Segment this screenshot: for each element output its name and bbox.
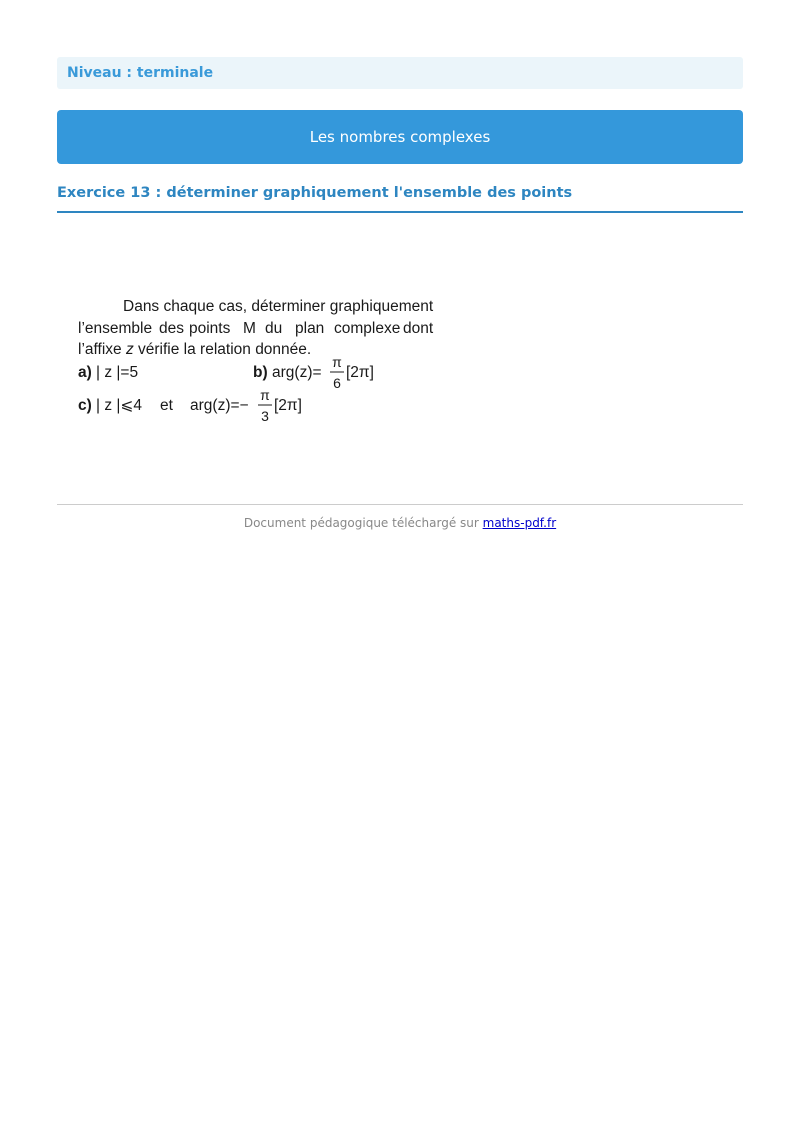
item-a-formula: | z |=5	[96, 364, 139, 381]
exercise-statement	[72, 290, 452, 430]
item-b-fraction-denominator: 6	[333, 375, 341, 391]
footer-text: Document pédagogique téléchargé sur	[243, 516, 483, 530]
exercise-statement-figure	[72, 290, 452, 430]
item-c-formula: | z |⩽4	[96, 397, 143, 414]
statement-line-2: l’ensemble des points M du plan complexe dont	[78, 320, 434, 337]
item-b-fraction-numerator: π	[332, 354, 342, 370]
footer	[57, 516, 743, 530]
item-c-modulo: [2π]	[274, 397, 302, 414]
statement-line-3: l’affixe z vérifie la relation donnée.	[78, 341, 312, 358]
item-b-label: b)	[253, 364, 268, 381]
item-c-formula-2: arg(z)=−	[190, 397, 249, 414]
item-c-fraction-numerator: π	[260, 387, 270, 403]
statement-line-1: Dans chaque cas, déterminer graphiquement	[123, 298, 434, 315]
item-b-formula: arg(z)=	[272, 364, 322, 381]
footer-link[interactable]: maths-pdf.fr	[482, 516, 557, 530]
item-a-label: a)	[78, 364, 92, 381]
item-b-modulo: [2π]	[346, 364, 374, 381]
footer-divider	[57, 504, 743, 505]
exercise-heading: Exercice 13 : déterminer graphiquement l'ensemble des points	[57, 185, 743, 213]
level-label: Niveau : terminale	[57, 57, 743, 89]
page-title: Les nombres complexes	[57, 110, 743, 164]
item-c-connector: et	[160, 397, 173, 414]
item-c-label: c)	[78, 397, 92, 414]
item-c-fraction-denominator: 3	[261, 408, 269, 424]
